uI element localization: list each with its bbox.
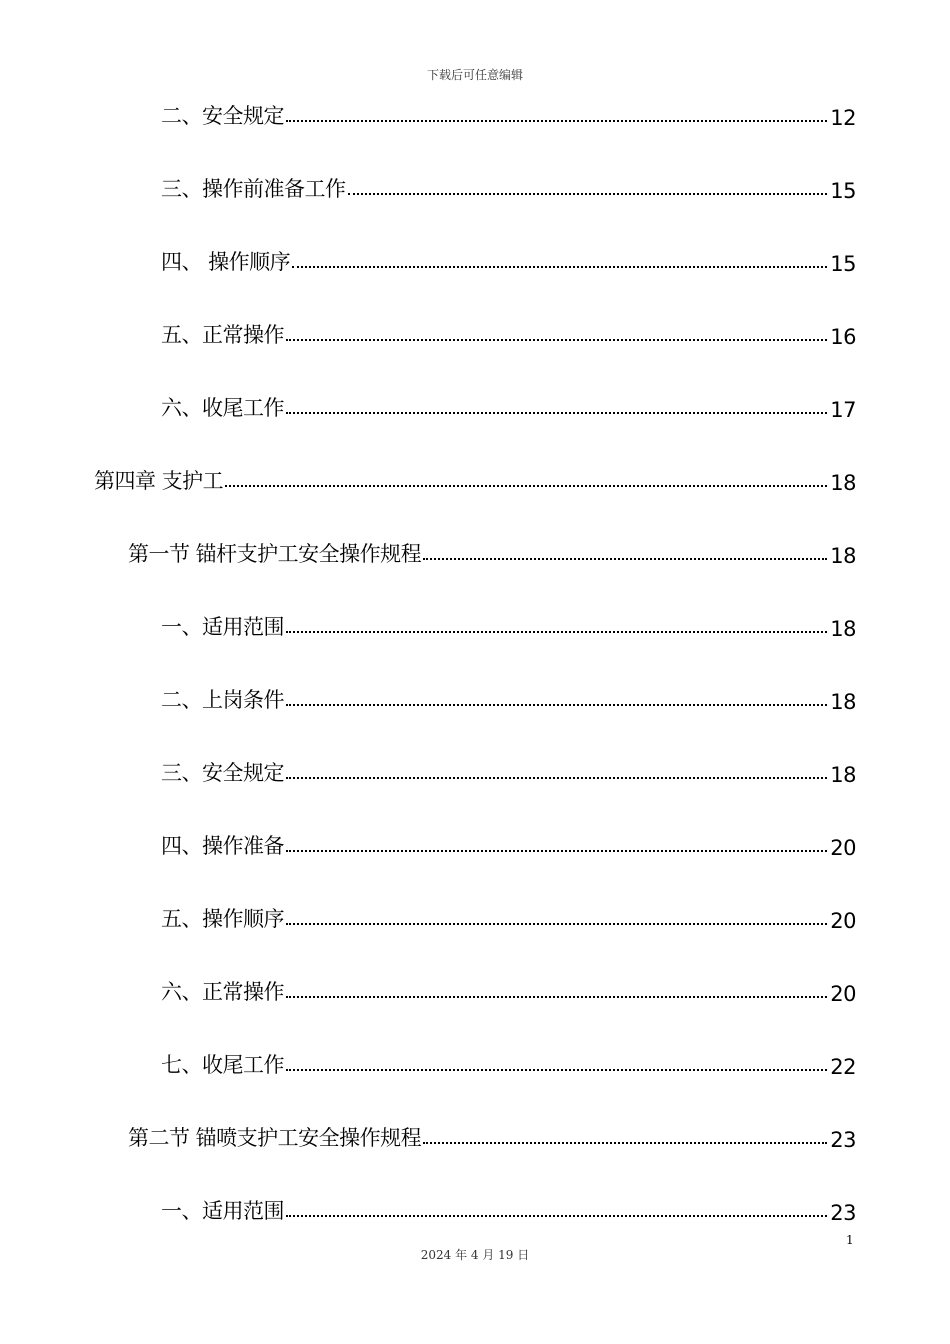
toc-entry-page: 18 — [830, 544, 856, 568]
toc-entry-page: 18 — [830, 763, 856, 787]
toc-entry-page: 15 — [830, 252, 856, 276]
toc-entry-page: 22 — [830, 1055, 856, 1079]
toc-entry-title: 七、收尾工作 — [161, 1053, 284, 1077]
toc-entry-page: 15 — [830, 179, 856, 203]
toc-entry-title: 六、收尾工作 — [161, 396, 284, 420]
toc-entry-page: 20 — [830, 982, 856, 1006]
toc-entry-title: 二、安全规定 — [161, 104, 284, 128]
toc-entry-page: 20 — [830, 836, 856, 860]
page-header: 下载后可任意编辑 — [426, 68, 523, 82]
toc-entry-section[interactable] — [128, 532, 856, 568]
toc-dot-leader — [286, 704, 827, 706]
toc-entry-title: 三、操作前准备工作 — [161, 177, 346, 201]
toc-entry-page: 23 — [830, 1201, 856, 1225]
toc-dot-leader — [348, 193, 828, 195]
toc-dot-leader — [286, 412, 827, 414]
toc-entry-title: 第二节 锚喷支护工安全操作规程 — [128, 1126, 422, 1150]
toc-dot-leader — [423, 1142, 827, 1144]
page-footer-date: 2024 年 4 月 19 日 — [420, 1248, 530, 1262]
toc-entry[interactable] — [161, 386, 856, 422]
toc-entry[interactable] — [161, 678, 856, 714]
toc-dot-leader — [286, 1215, 827, 1217]
toc-entry-title: 四、操作准备 — [161, 834, 284, 858]
page-number: 1 — [846, 1233, 854, 1247]
toc-entry-title: 第四章 支护工 — [94, 469, 224, 493]
toc-entry[interactable] — [161, 1189, 856, 1225]
toc-entry[interactable] — [161, 824, 856, 860]
toc-entry-section[interactable] — [128, 1116, 856, 1152]
toc-entry[interactable] — [161, 897, 856, 933]
toc-entry[interactable] — [161, 313, 856, 349]
toc-entry-page: 16 — [830, 325, 856, 349]
toc-dot-leader — [286, 850, 827, 852]
toc-entry-title: 五、操作顺序 — [161, 907, 284, 931]
toc-dot-leader — [423, 558, 827, 560]
toc-entry[interactable] — [161, 605, 856, 641]
toc-dot-leader — [286, 1069, 827, 1071]
toc-entry-chapter[interactable] — [94, 459, 856, 495]
toc-entry[interactable] — [161, 94, 856, 130]
toc-entry[interactable] — [161, 1043, 856, 1079]
toc-dot-leader — [286, 777, 827, 779]
toc-entry-page: 12 — [830, 106, 856, 130]
toc-entry[interactable] — [161, 240, 856, 276]
toc-dot-leader — [286, 120, 827, 122]
toc-entry-title: 一、适用范围 — [161, 615, 284, 639]
toc-entry[interactable] — [161, 751, 856, 787]
toc-entry-page: 18 — [830, 690, 856, 714]
toc-entry-title: 三、安全规定 — [161, 761, 284, 785]
toc-entry-page: 18 — [830, 471, 856, 495]
toc-entry[interactable] — [161, 167, 856, 203]
toc-dot-leader — [286, 923, 827, 925]
toc-dot-leader — [225, 485, 827, 487]
toc-entry-title: 第一节 锚杆支护工安全操作规程 — [128, 542, 422, 566]
toc-entry-title: 二、上岗条件 — [161, 688, 284, 712]
toc-entry[interactable] — [161, 970, 856, 1006]
toc-entry-title: 六、正常操作 — [161, 980, 284, 1004]
toc-entry-title: 四、 操作顺序 — [161, 250, 291, 274]
toc-entry-page: 18 — [830, 617, 856, 641]
toc-entry-title: 五、正常操作 — [161, 323, 284, 347]
toc-entry-page: 17 — [830, 398, 856, 422]
toc-dot-leader — [286, 339, 827, 341]
toc-dot-leader — [292, 266, 827, 268]
toc-entry-page: 23 — [830, 1128, 856, 1152]
toc-dot-leader — [286, 631, 827, 633]
toc-entry-title: 一、适用范围 — [161, 1199, 284, 1223]
toc-dot-leader — [286, 996, 827, 998]
toc-entry-page: 20 — [830, 909, 856, 933]
